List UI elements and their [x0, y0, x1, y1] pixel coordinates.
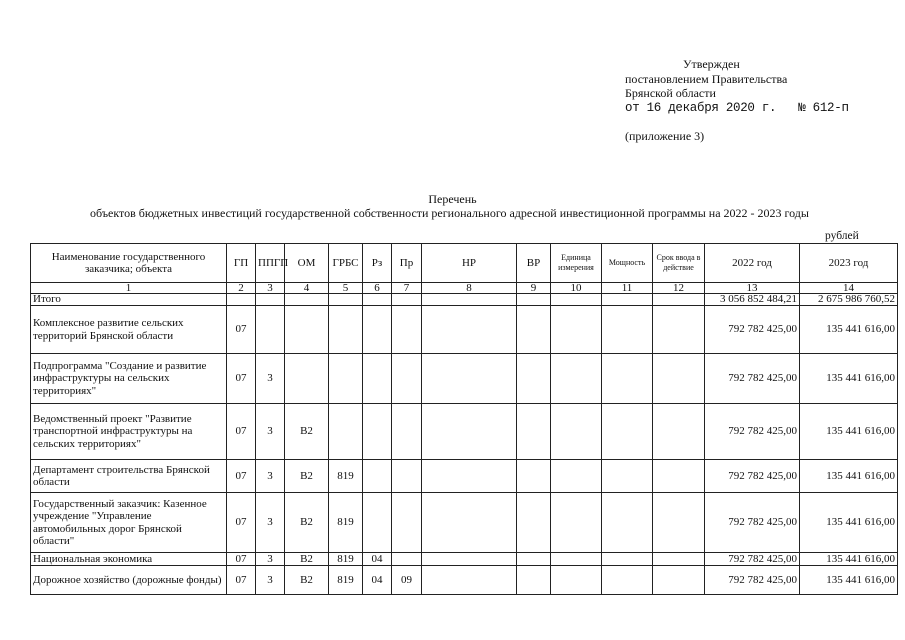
- deadline-cell: [653, 553, 705, 566]
- capacity-cell: [602, 553, 653, 566]
- header-cell: Рз: [363, 244, 392, 283]
- header-cell: 2022 год: [705, 244, 800, 283]
- deadline-cell: [653, 404, 705, 460]
- ppgp-cell: 3: [256, 460, 285, 493]
- gp-cell: 07: [227, 553, 256, 566]
- row-name-cell: Национальная экономика: [31, 553, 227, 566]
- amount-2022-cell: 792 782 425,00: [705, 566, 800, 595]
- unit-cell: [551, 306, 602, 354]
- unit-cell: [551, 404, 602, 460]
- table-row: [31, 354, 898, 404]
- document-title: Перечень: [428, 192, 477, 206]
- amount-2022-cell: 792 782 425,00: [705, 493, 800, 553]
- gp-cell: 07: [227, 354, 256, 404]
- header-cell: НР: [422, 244, 517, 283]
- index-cell: 4: [285, 283, 329, 294]
- grbs-cell: [329, 354, 363, 404]
- grbs-cell: 819: [329, 553, 363, 566]
- index-cell: 3: [256, 283, 285, 294]
- header-cell: ГРБС: [329, 244, 363, 283]
- amount-2023-cell: 135 441 616,00: [800, 354, 898, 404]
- capacity-cell: [602, 404, 653, 460]
- amount-2022-cell: 792 782 425,00: [705, 354, 800, 404]
- index-cell: 12: [653, 283, 705, 294]
- index-cell: 6: [363, 283, 392, 294]
- om-cell: В2: [285, 553, 329, 566]
- table-row: [31, 553, 898, 566]
- om-cell: [285, 354, 329, 404]
- capacity-cell: [602, 566, 653, 595]
- header-cell: Единица измерения: [551, 244, 602, 283]
- pr-cell: [392, 294, 422, 306]
- gp-cell: [227, 294, 256, 306]
- rz-cell: [363, 354, 392, 404]
- nr-cell: [422, 566, 517, 595]
- nr-cell: [422, 493, 517, 553]
- vr-cell: [517, 354, 551, 404]
- pr-cell: [392, 493, 422, 553]
- amount-2022-cell: 792 782 425,00: [705, 460, 800, 493]
- index-cell: 5: [329, 283, 363, 294]
- pr-cell: [392, 306, 422, 354]
- pr-cell: [392, 354, 422, 404]
- unit-cell: [551, 553, 602, 566]
- pr-cell: [392, 553, 422, 566]
- ppgp-cell: 3: [256, 566, 285, 595]
- deadline-cell: [653, 294, 705, 306]
- capacity-cell: [602, 460, 653, 493]
- om-cell: В2: [285, 404, 329, 460]
- table-row: [31, 404, 898, 460]
- deadline-cell: [653, 354, 705, 404]
- approval-date-line: [625, 101, 849, 116]
- rz-cell: 04: [363, 566, 392, 595]
- rz-cell: 04: [363, 553, 392, 566]
- row-name-cell: Дорожное хозяйство (дорожные фонды): [31, 566, 227, 595]
- column-index-row: [31, 283, 898, 294]
- row-name-cell: Государственный заказчик: Казенное учреждение "Управление автомобильных дорог Брянской области": [31, 493, 227, 553]
- capacity-cell: [602, 493, 653, 553]
- deadline-cell: [653, 460, 705, 493]
- grbs-cell: 819: [329, 493, 363, 553]
- row-name-cell: Комплексное развитие сельских территорий Брянской области: [31, 306, 227, 354]
- pr-cell: [392, 404, 422, 460]
- grbs-cell: 819: [329, 566, 363, 595]
- vr-cell: [517, 404, 551, 460]
- vr-cell: [517, 294, 551, 306]
- amount-2023-cell: 135 441 616,00: [800, 553, 898, 566]
- approval-line-1: постановлением Правительства: [625, 71, 788, 86]
- ppgp-cell: 3: [256, 493, 285, 553]
- amount-2022-cell: 792 782 425,00: [705, 404, 800, 460]
- nr-cell: [422, 354, 517, 404]
- index-cell: 2: [227, 283, 256, 294]
- capacity-cell: [602, 294, 653, 306]
- header-cell: Срок ввода в действие: [653, 244, 705, 283]
- om-cell: В2: [285, 566, 329, 595]
- ppgp-cell: 3: [256, 354, 285, 404]
- index-cell: 10: [551, 283, 602, 294]
- amount-2023-cell: 135 441 616,00: [800, 306, 898, 354]
- index-cell: 8: [422, 283, 517, 294]
- grbs-cell: [329, 294, 363, 306]
- amount-2023-cell: 135 441 616,00: [800, 404, 898, 460]
- rz-cell: [363, 294, 392, 306]
- amount-2022-cell: 792 782 425,00: [705, 306, 800, 354]
- annex-label: (приложение 3): [625, 129, 705, 143]
- pr-cell: 09: [392, 566, 422, 595]
- unit-cell: [551, 354, 602, 404]
- table-row-total: [31, 294, 898, 306]
- table-row: [31, 566, 898, 595]
- rz-cell: [363, 306, 392, 354]
- nr-cell: [422, 306, 517, 354]
- om-cell: В2: [285, 493, 329, 553]
- gp-cell: 07: [227, 566, 256, 595]
- vr-cell: [517, 460, 551, 493]
- gp-cell: 07: [227, 306, 256, 354]
- deadline-cell: [653, 493, 705, 553]
- unit-cell: [551, 566, 602, 595]
- vr-cell: [517, 566, 551, 595]
- amount-2022-cell: 3 056 852 484,21: [705, 294, 800, 306]
- nr-cell: [422, 460, 517, 493]
- capacity-cell: [602, 354, 653, 404]
- index-cell: 7: [392, 283, 422, 294]
- unit-cell: [551, 493, 602, 553]
- grbs-cell: [329, 306, 363, 354]
- unit-cell: [551, 460, 602, 493]
- investment-table: [30, 243, 898, 595]
- header-cell: Мощность: [602, 244, 653, 283]
- deadline-cell: [653, 306, 705, 354]
- rz-cell: [363, 460, 392, 493]
- ppgp-cell: [256, 294, 285, 306]
- row-name-cell: Департамент строительства Брянской области: [31, 460, 227, 493]
- header-cell: Пр: [392, 244, 422, 283]
- amount-2023-cell: 135 441 616,00: [800, 460, 898, 493]
- index-cell: 14: [800, 283, 898, 294]
- table-row: [31, 306, 898, 354]
- om-cell: [285, 294, 329, 306]
- ppgp-cell: 3: [256, 553, 285, 566]
- nr-cell: [422, 404, 517, 460]
- gp-cell: 07: [227, 493, 256, 553]
- header-cell: Наименование государственного заказчика; объекта: [31, 244, 227, 283]
- row-name-cell: Итого: [31, 294, 227, 306]
- approval-date: от 16 декабря 2020 г.: [625, 100, 777, 115]
- amount-2023-cell: 2 675 986 760,52: [800, 294, 898, 306]
- gp-cell: 07: [227, 404, 256, 460]
- row-name-cell: Ведомственный проект "Развитие транспортной инфраструктуры на сельских территориях": [31, 404, 227, 460]
- rz-cell: [363, 493, 392, 553]
- approval-line-2: Брянской области: [625, 86, 716, 100]
- vr-cell: [517, 493, 551, 553]
- capacity-cell: [602, 306, 653, 354]
- vr-cell: [517, 306, 551, 354]
- header-cell: ГП: [227, 244, 256, 283]
- amount-2023-cell: 135 441 616,00: [800, 493, 898, 553]
- amount-2022-cell: 792 782 425,00: [705, 553, 800, 566]
- header-cell: ППГП: [256, 244, 285, 283]
- ppgp-cell: [256, 306, 285, 354]
- grbs-cell: 819: [329, 460, 363, 493]
- gp-cell: 07: [227, 460, 256, 493]
- pr-cell: [392, 460, 422, 493]
- nr-cell: [422, 553, 517, 566]
- om-cell: В2: [285, 460, 329, 493]
- units-label: рублей: [825, 230, 859, 242]
- approval-number: № 612-п: [798, 100, 849, 115]
- header-cell: 2023 год: [800, 244, 898, 283]
- index-cell: 1: [31, 283, 227, 294]
- header-cell: ВР: [517, 244, 551, 283]
- index-cell: 9: [517, 283, 551, 294]
- nr-cell: [422, 294, 517, 306]
- table-header-row: [31, 244, 898, 283]
- table-row: [31, 460, 898, 493]
- document-subtitle: объектов бюджетных инвестиций государственной собственности регионального адресной инвестиционной программы на 2022 - 2023 годы: [90, 206, 809, 220]
- approval-title: Утвержден: [683, 57, 740, 71]
- header-cell: ОМ: [285, 244, 329, 283]
- amount-2023-cell: 135 441 616,00: [800, 566, 898, 595]
- rz-cell: [363, 404, 392, 460]
- approval-stamp: [625, 57, 849, 115]
- om-cell: [285, 306, 329, 354]
- index-cell: 13: [705, 283, 800, 294]
- ppgp-cell: 3: [256, 404, 285, 460]
- grbs-cell: [329, 404, 363, 460]
- row-name-cell: Подпрограмма "Создание и развитие инфраструктуры на сельских территориях": [31, 354, 227, 404]
- unit-cell: [551, 294, 602, 306]
- vr-cell: [517, 553, 551, 566]
- index-cell: 11: [602, 283, 653, 294]
- table-row: [31, 493, 898, 553]
- deadline-cell: [653, 566, 705, 595]
